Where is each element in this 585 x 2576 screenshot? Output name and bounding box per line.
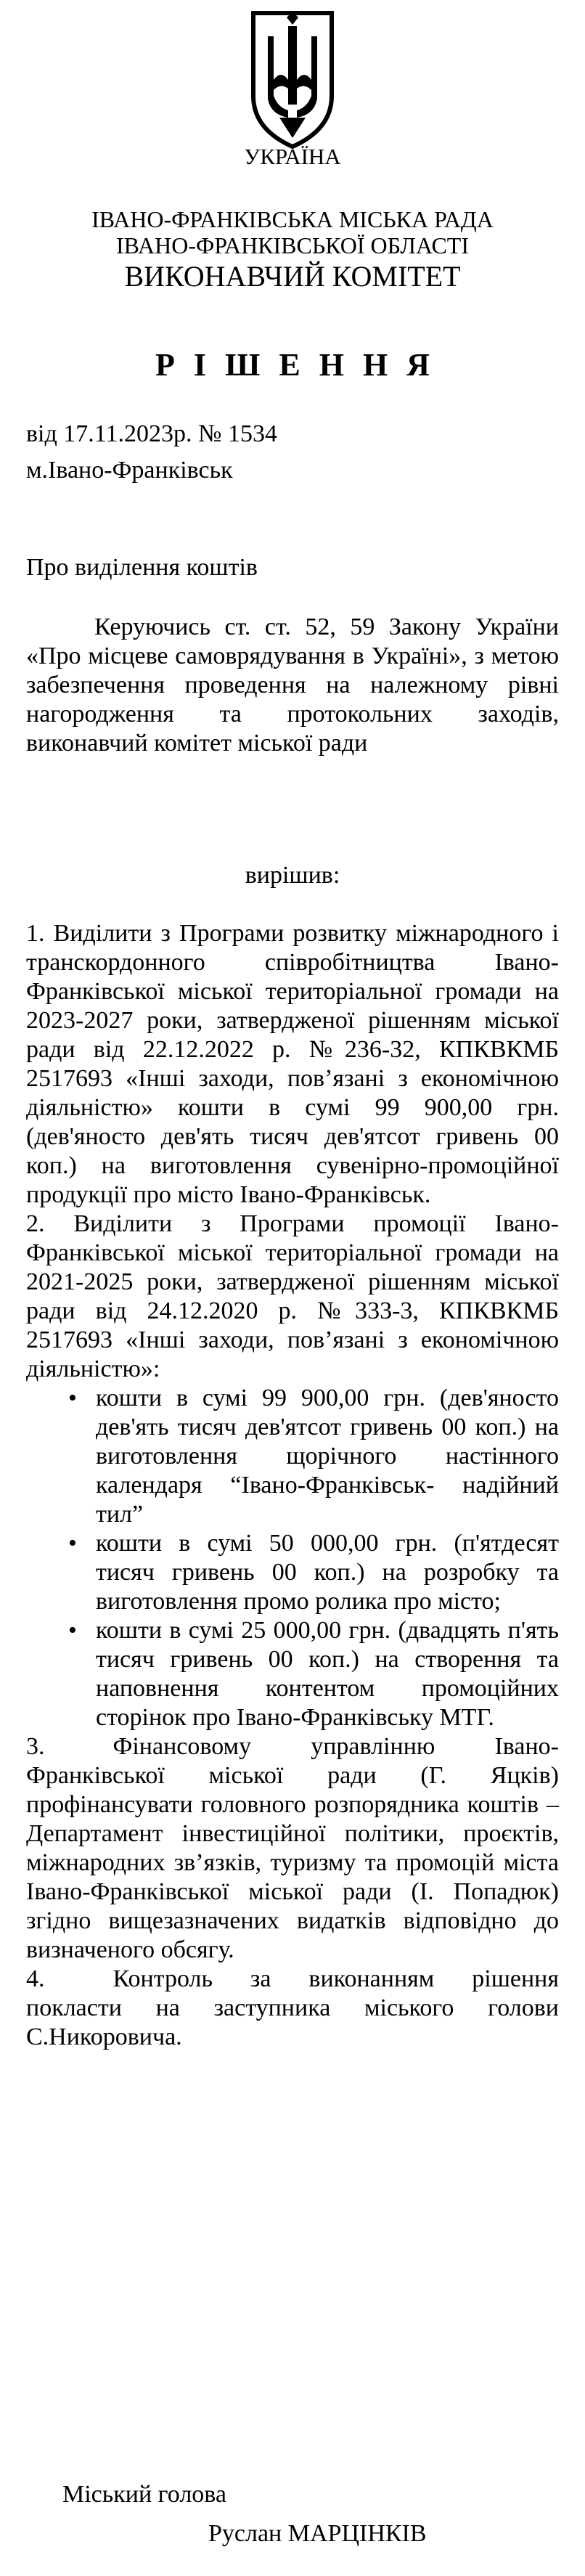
subject-line: Про виділення коштів bbox=[26, 554, 258, 581]
signature-title: Міський голова bbox=[62, 2481, 226, 2508]
item-4-paragraph bbox=[26, 1965, 559, 2052]
preamble-paragraph: Керуючись ст. ст. 52, 59 Закону України «Про місцеве самоврядування в Україні», з метою забезпечення проведення на належному рівні нагородження та протокольних заходів, виконавчий комітет міської ради bbox=[26, 614, 559, 757]
bullet-icon: • bbox=[68, 1385, 77, 1411]
authority-line-1: ІВАНО-ФРАНКІВСЬКА МІСЬКА РАДА bbox=[91, 206, 494, 232]
bullet-text: кошти в сумі 50 000,00 грн. (п'ятдесят тисяч гривень 00 коп.) на розробку та виготовлення промо ролика про місто; bbox=[96, 1530, 559, 1615]
country-name: УКРАЇНА bbox=[244, 144, 341, 169]
item-3-paragraph bbox=[26, 1732, 559, 1965]
item-3-number: 3. bbox=[26, 1733, 45, 1760]
bullet-text: кошти в сумі 25 000,00 грн. (двадцять п'ять тисяч гривень 00 коп.) на створення та наповнення контентом промоційних сторінок про Івано-Франківську МТГ. bbox=[96, 1617, 559, 1731]
coat-of-arms-emblem bbox=[249, 10, 336, 150]
list-item bbox=[68, 1616, 559, 1732]
date-and-number: від 17.11.2023р. № 1534 bbox=[26, 420, 277, 447]
item-3-text: Фінансовому управлінню Івано-Франківської міської ради (Г. Яцків) профінансувати головного розпорядника коштів – Департамент інвестиційної політики, проєктів, міжнародних зв’язків, туризму та промоцій міста Івано-Франківської міської ради (І. Попадюк) згідно вищезазначених видатків відповідно до визначеного обсягу. bbox=[26, 1733, 559, 1963]
bullet-text: кошти в сумі 99 900,00 грн. (дев'яносто дев'ять тисяч дев'ятсот гривень 00 коп.) на виготовлення щорічного настінного календаря “Івано-Франківськ- надійний тил” bbox=[96, 1385, 559, 1528]
item-2-paragraph: 2. Виділити з Програми промоції Івано-Франківської міської територіальної громади на 2021-2025 роки, затвердженої рішенням міської ради від 24.12.2020 р. №333-3, КПКВКМБ 2517693 «Інші заходи, пов’язані з економічною діяльністю»: bbox=[26, 1210, 559, 1382]
city-name: м.Івано-Франківськ bbox=[26, 457, 233, 484]
item-4-number: 4. bbox=[26, 1965, 45, 1992]
bullet-icon: • bbox=[68, 1617, 77, 1644]
item-4-text: Контроль за виконанням рішення покласти на заступника міського голови С.Никоровича. bbox=[26, 1965, 559, 2050]
list-item bbox=[68, 1529, 559, 1616]
authority-name bbox=[0, 206, 585, 258]
authority-line-2: ІВАНО-ФРАНКІВСЬКОЇ ОБЛАСТІ bbox=[116, 232, 469, 258]
bullet-icon: • bbox=[68, 1530, 77, 1557]
signature-name: Руслан МАРЦІНКІВ bbox=[208, 2520, 427, 2547]
item-2-bullet-list bbox=[26, 1384, 559, 1732]
item-1-paragraph: 1. Виділити з Програми розвитку міжнародного і транскордонного співробітництва Івано-Франківської міської територіальної громади на 2023-2027 роки, затвердженої рішенням міської ради від 22.12.2022 р. №236-32, КПКВКМБ 2517693 «Інші заходи, пов’язані з економічною діяльністю» кошти в сумі 99 900,00 грн. (дев'яносто дев'ять тисяч дев'ятсот гривень 00 коп.) на виготовлення сувенірно-промоційної продукції про місто Івано-Франківськ. bbox=[26, 920, 559, 1208]
resolved-heading: вирішив: bbox=[245, 862, 340, 889]
decision-items bbox=[26, 919, 559, 2052]
list-item bbox=[68, 1384, 559, 1529]
committee-name: ВИКОНАВЧИЙ КОМІТЕТ bbox=[124, 260, 461, 293]
decision-title: РІШЕННЯ bbox=[155, 347, 449, 383]
